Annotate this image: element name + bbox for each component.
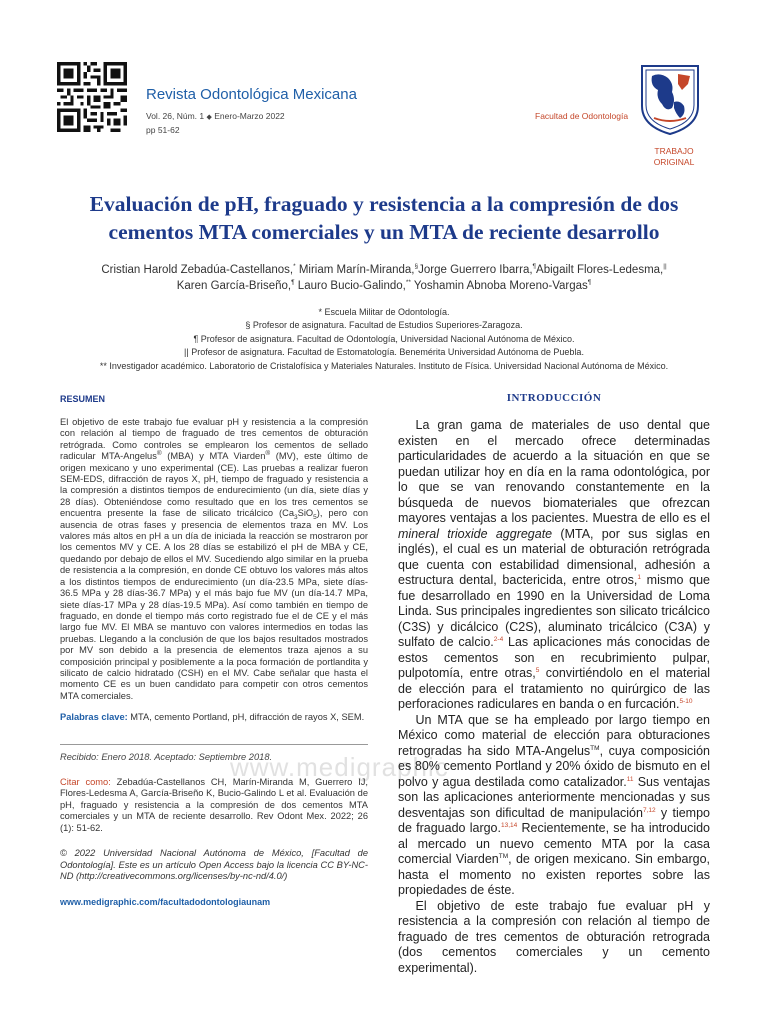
- abstract-text: El objetivo de este trabajo fue evaluar pH y resistencia a la compresión con relación al tiempo de fraguado de tres cementos de obturación retrógrada. Como controles se emplearon los cementos de sellado radicular MTA-Angelus® (MBA) y MTA Viarden® (MV), este último de origen mexicano y uno experimental (CE). Las pruebas a realizar fueron SEM-EDS, difracción de rayos X, pH, tiempo de fraguado y resistencia a la compresión a distintos tiempos de endurecimiento (un día, siete días y 28 días). Obteniéndose como resultado que en los tres cementos se encuentra presente la fase de silicato tricálcico $(Ca_3SiO_5)$, pero con ausencia de otras fases y presencia de elementos traza en MV. Los valores más altos en pH a un día de iniciada la reacción se mostraron por los cementos MV y CE. A los 28 días se estabilizó el pH de MBA y CE, quedando por debajo de ellos el MV. Sucediendo algo similar en la prueba de resistencia a la compresión, en donde CE obtuvo los valores más altos a los distintos tiempos de endurecimiento (un día-23.5 MPa, siete días-36.5 MPa y 28 días-36.7 MPa) y el más bajo fue MV (un día-14.7 MPa, siete días-17 MPa y 28 días-19.5 MPa). Así como también en tiempo de fraguado, en donde el tiempo más corto registrado fue el de CE y el más largo fue MV. El MBA se mantuvo con valores intermedios en todas las pruebas. Llegando a la conclusión de que los bajos resultados mostrados por MV son debido a la presencia de elementos traza ajenos a su composición principal y posiblemente a la poca formación de portlandita y silicato de calcio hidratado (CSH) en el MV. Cabe señalar que hasta el momento CE es un buen candidato para competir con otros cementos MTA comerciales.: [60, 417, 368, 701]
- affiliation: * Escuela Militar de Odontología.: [318, 307, 450, 317]
- unam-seal-icon: [638, 62, 702, 136]
- affiliation: || Profesor de asignatura. Facultad de Estomatología. Benemérita Universidad Autónoma de Puebla.: [184, 347, 584, 358]
- journal-title: Revista Odontológica Mexicana: [146, 86, 357, 103]
- journal-meta: Vol. 26, Núm. 1 ◆ Enero-Marzo 2022 pp 51-62: [146, 111, 285, 135]
- paper-title: Evaluación de pH, fraguado y resistencia a la compresión de dos cementos MTA comerciales y un MTA de reciente desarrollo: [89, 192, 679, 244]
- keywords: Palabras clave: MTA, cemento Portland, pH, difracción de rayos X, SEM.: [60, 712, 365, 723]
- abstract-heading: RESUMEN: [60, 394, 106, 404]
- watermark: www.medigraphic: [230, 752, 449, 782]
- author-list: Cristian Harold Zebadúa-Castellanos,* Miriam Marín-Miranda,§Jorge Guerrero Ibarra,¶Abigailt Flores-Ledesma,|| Karen García-Briseño,¶ Lauro Bucio-Galindo,** Yoshamin Abnoba Moreno-Vargas¶: [101, 263, 667, 292]
- license: © 2022 Universidad Nacional Autónoma de México, [Facultad de Odontología]. Este es un artículo Open Access bajo la licencia CC BY-NC-ND (http://creativecommons.org/licenses/by-nc-nd/4.0/): [60, 848, 368, 882]
- introduction-heading: INTRODUCCIÓN: [506, 392, 602, 404]
- affiliation: § Profesor de asignatura. Facultad de Estudios Superiores-Zaragoza.: [245, 320, 523, 331]
- volume: Vol. 26, Núm. 1: [146, 111, 205, 121]
- website-link[interactable]: www.medigraphic.com/facultadodontologiaunam: [60, 896, 271, 907]
- qr-code-icon: [57, 62, 127, 132]
- page-range: pp 51-62: [146, 125, 180, 135]
- issue-date: Enero-Marzo 2022: [214, 111, 285, 121]
- divider: [60, 744, 368, 745]
- article-type: TRABAJO ORIGINAL: [653, 146, 695, 167]
- intro-paragraph: El objetivo de este trabajo fue evaluar pH y resistencia a la compresión con relación al tiempo de fraguado de tres cementos de obturación retrograda (dos cementos comerciales y un cemento experimental).: [398, 898, 710, 975]
- received-dates: Recibido: Enero 2018. Aceptado: Septiembre 2018.: [60, 751, 273, 762]
- right-column: [398, 392, 710, 976]
- affiliation: ** Investigador académico. Laboratorio de Cristalofísica y Materiales Naturales. Instituto de Física. Universidad Nacional Autónoma de México.: [99, 360, 669, 371]
- affiliations: [40, 306, 728, 373]
- left-column: [60, 394, 368, 907]
- citation: Citar como: Zebadúa-Castellanos CH, Marín-Miranda M, Guerrero IJ, Flores-Ledesma A, García-Briseño K, Bucio-Galindo L et al. Evaluación de pH, fraguado y resistencia a la compresión de dos cementos MTA comerciales y un MTA de reciente desarrollo. Rev Odont Mex. 2022; 26 (1): 51-62.: [60, 776, 368, 833]
- intro-paragraph: La gran gama de materiales de uso dental que existen en el mercado ofrece determinadas particularidades de acuerdo a la situación en que se puedan utilizar hoy en día en la rama odontológica, por lo que se van renovando constantemente en la búsqueda de nuevos biomateriales que ofrezcan mayores ventajas a los pacientes. Muestra de ello es el mineral trioxide aggregate (MTA, por sus siglas en inglés), el cual es un material de obturación retrógrada que cuenta con estabilidad dimensional, adhesión a estructura dental, bactericida, entre otros,$^1$ mismo que fue desarrollado en 1990 en la Universidad de Loma Linda. Sus principales ingredientes son silicato tricálcico (C3S) y dicálcico (C2S), aluminato tricálcico (C3A) y sulfato de calcio.$^{2-4}$ Las aplicaciones más conocidas de estos cementos son en recubrimiento pulpar, pulpotomía, entre otras,$^5$ convirtiéndolo en el material de elección para el tratamiento no quirúrgico de las perforaciones radiculares en banda o en furcación.$^{5-10}$: [398, 418, 711, 711]
- affiliation: ¶ Profesor de asignatura. Facultad de Odontología, Universidad Nacional Autónoma de México.: [193, 333, 575, 344]
- intro-paragraph: Un MTA que se ha empleado por largo tiempo en México como material de elección para obturaciones retrogradas ha sido MTA-Angelus™, cuya composición es 80% cemento Portland y 20% óxido de bismuto en el polvo y agua destilada como catalizador.$^{11}$ Sus ventajas son las aplicaciones anteriormente mencionadas y sus desventajas son dificultad de manipulación$^{7,12}$ y tiempo de fraguado largo.$^{13,14}$ Recientemente, se ha introducido al mercado un nuevo cemento MTA por la casa comercial Viarden™, de origen mexicano. Sin embargo, hasta el momento no existen reportes sobre las propiedades de éste.: [398, 712, 711, 897]
- faculty-name: Facultad de Odontología: [535, 111, 629, 121]
